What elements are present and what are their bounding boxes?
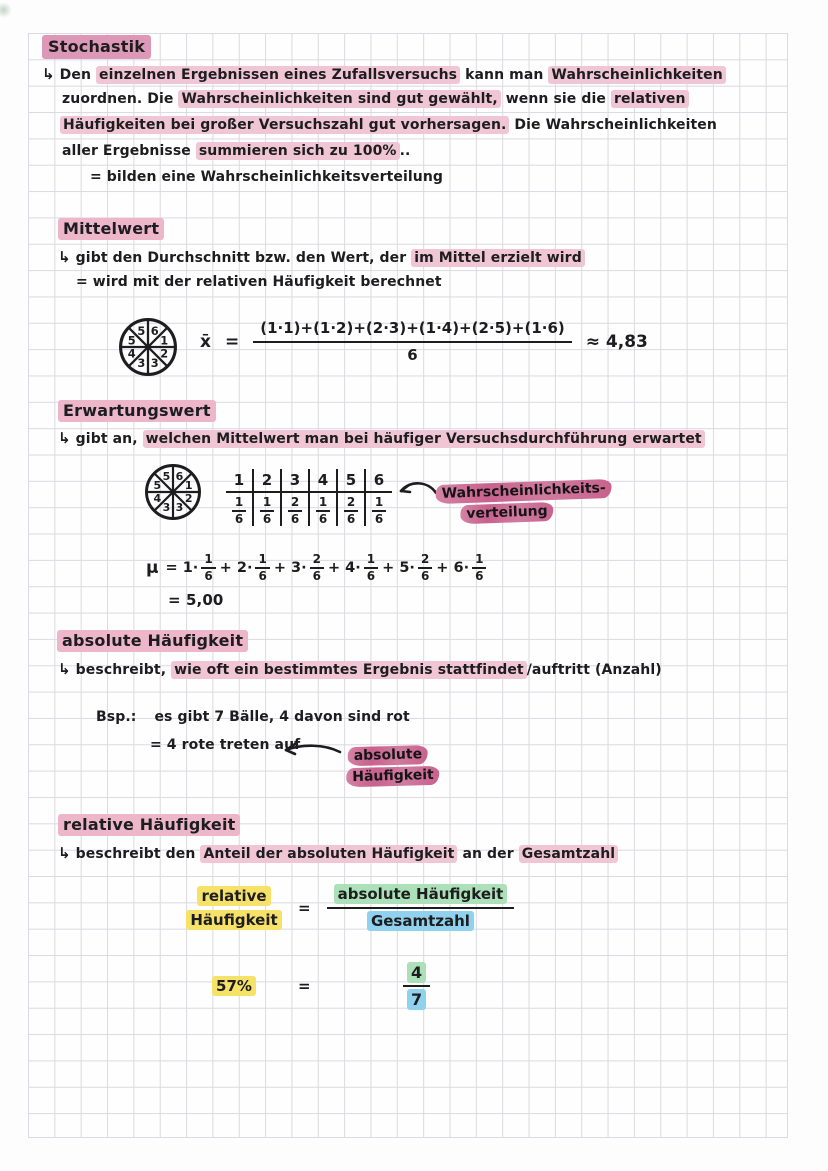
intro-line-1 xyxy=(42,65,726,83)
probability-table xyxy=(226,469,392,526)
highlight: Anteil der absoluten Häufigkeit xyxy=(200,845,457,863)
highlight-yellow: Häufigkeit xyxy=(186,910,281,930)
table-column xyxy=(282,469,310,526)
text: Die Wahrscheinlichkeiten xyxy=(509,117,717,133)
grid-paper xyxy=(28,33,788,1138)
example-line-2 xyxy=(150,737,300,753)
relative-line-1 xyxy=(58,844,618,862)
table-value: 6 xyxy=(366,469,392,493)
text: beschreibt den xyxy=(75,846,201,862)
highlight: welchen Mittelwert man bei häufiger Versuchsdurchführung erwartet xyxy=(143,430,705,448)
arrow-bullet-icon: ↳ xyxy=(58,660,71,678)
text: = bilden eine Wahrscheinlichkeitsverteilung xyxy=(90,169,444,185)
svg-text:5: 5 xyxy=(162,469,171,483)
section-heading-relative-haeufigkeit xyxy=(58,815,240,834)
equals-sign: = xyxy=(298,977,311,995)
intro-line-4 xyxy=(62,143,410,159)
highlight-green: absolute Häufigkeit xyxy=(334,884,508,904)
intro-line-3 xyxy=(60,117,717,133)
fraction xyxy=(327,885,515,930)
title-highlight: Stochastik xyxy=(42,35,151,59)
text: gibt an, xyxy=(75,431,143,447)
text: Den xyxy=(59,67,97,83)
mu-symbol: μ xyxy=(146,558,159,579)
fraction xyxy=(253,319,572,364)
expected-value-formula xyxy=(146,553,487,583)
intro-line-5 xyxy=(90,169,443,185)
arrow-bullet-icon: ↳ xyxy=(58,248,71,266)
formula-term: + 2· $\frac{1}{6}$ xyxy=(220,553,271,583)
table-value: 5 xyxy=(338,469,364,493)
arrow-bullet-icon: ↳ xyxy=(58,429,71,447)
highlight-yellow: 57% xyxy=(212,976,256,996)
text: beschreibt, xyxy=(75,662,172,678)
heading-highlight: Mittelwert xyxy=(58,218,164,240)
formula-term: + 3· $\frac{2}{6}$ xyxy=(274,553,325,583)
table-value: 4 xyxy=(310,469,336,493)
svg-text:3: 3 xyxy=(175,501,184,515)
equals-sign: = xyxy=(224,331,240,352)
fraction-numerator xyxy=(327,885,515,909)
svg-text:5: 5 xyxy=(127,333,136,348)
highlight: im Mittel erzielt wird xyxy=(411,249,585,267)
text: = wird mit der relativen Häufigkeit berechnet xyxy=(76,274,442,290)
distribution-annotation xyxy=(435,478,612,525)
svg-text:5: 5 xyxy=(137,323,146,338)
table-column xyxy=(366,469,392,526)
text: aller Ergebnisse xyxy=(62,143,196,159)
fraction: $\frac{1}{6}$ xyxy=(232,496,246,526)
text: zuordnen. Die xyxy=(62,91,179,107)
example-line-1 xyxy=(96,709,410,725)
fraction: $\frac{1}{6}$ xyxy=(372,496,386,526)
highlight: Gesamtzahl xyxy=(519,845,618,863)
highlight-blue: 7 xyxy=(407,989,426,1010)
formula-term: = 1· $\frac{1}{6}$ xyxy=(166,553,217,583)
highlight: summieren sich zu 100% xyxy=(196,142,400,160)
highlight: Wahrscheinlichkeiten sind gut gewählt, xyxy=(178,90,500,108)
svg-text:4: 4 xyxy=(127,346,136,361)
text: gibt den Durchschnitt bzw. den Wert, der xyxy=(75,250,412,266)
table-value: 1 xyxy=(226,469,252,493)
arrow-bullet-icon: ↳ xyxy=(58,844,71,862)
highlight: wie oft ein bestimmtes Ergebnis stattfindet xyxy=(171,661,527,679)
arrow-bullet-icon: ↳ xyxy=(42,65,55,83)
annotation-highlight: verteilung xyxy=(460,502,554,524)
heading-highlight: absolute Häufigkeit xyxy=(57,630,248,652)
fraction xyxy=(403,963,430,1009)
highlight-green: 4 xyxy=(407,962,426,983)
fraction-wrapper xyxy=(327,963,507,1009)
page-title xyxy=(42,37,151,56)
text: wenn sie die xyxy=(500,91,611,107)
text: kann man xyxy=(460,67,549,83)
fraction-denominator xyxy=(367,909,474,930)
formula-term: + 6· $\frac{1}{6}$ xyxy=(436,553,487,583)
text: es gibt 7 Bälle, 4 davon sind rot xyxy=(154,709,410,725)
fraction-denominator xyxy=(407,987,426,1009)
text: = 5,00 xyxy=(168,591,224,609)
spinner-wheel-icon xyxy=(144,463,202,525)
relative-formula xyxy=(186,885,514,930)
text: = 4 rote treten auf xyxy=(150,737,301,753)
text: an der xyxy=(457,846,519,862)
annotation-highlight: absolute xyxy=(348,745,429,766)
formula-lhs xyxy=(186,886,282,930)
svg-text:2: 2 xyxy=(160,346,169,361)
table-value: 3 xyxy=(282,469,308,493)
highlight-blue: Gesamtzahl xyxy=(367,911,474,931)
absolute-annotation xyxy=(347,744,439,788)
highlight: Häufigkeiten bei großer Versuchszahl gut vorhersagen. xyxy=(60,116,509,134)
svg-text:5: 5 xyxy=(153,479,162,492)
highlight: relativen xyxy=(611,90,689,108)
left-arrow-icon xyxy=(280,741,342,763)
annotation-highlight: Wahrscheinlichkeits- xyxy=(435,479,612,504)
table-column xyxy=(338,469,366,526)
svg-text:1: 1 xyxy=(184,479,193,492)
svg-text:4: 4 xyxy=(153,492,162,505)
fraction: $\frac{2}{6}$ xyxy=(344,496,358,526)
fraction: $\frac{2}{6}$ xyxy=(288,496,302,526)
table-column xyxy=(226,469,254,526)
highlight-yellow: relative xyxy=(197,886,270,906)
svg-text:6: 6 xyxy=(175,469,184,483)
section-heading-mittelwert xyxy=(58,219,164,238)
highlight: Wahrscheinlichkeiten xyxy=(548,66,725,84)
curved-arrow-icon xyxy=(396,479,438,507)
erwartungswert-line-1 xyxy=(58,429,705,447)
fraction: $\frac{1}{6}$ xyxy=(316,496,330,526)
formula-term: + 5· $\frac{2}{6}$ xyxy=(382,553,433,583)
svg-text:3: 3 xyxy=(137,356,146,371)
svg-text:6: 6 xyxy=(150,323,159,338)
table-column xyxy=(310,469,338,526)
mittelwert-line-1 xyxy=(58,248,585,266)
svg-text:2: 2 xyxy=(184,492,193,505)
section-heading-erwartungswert xyxy=(58,401,216,420)
table-value: 2 xyxy=(254,469,280,493)
svg-text:3: 3 xyxy=(150,356,159,371)
absolute-line-1 xyxy=(58,660,662,678)
fraction: $\frac{1}{6}$ xyxy=(260,496,274,526)
relative-example xyxy=(186,963,507,1009)
svg-text:3: 3 xyxy=(162,501,171,515)
intro-line-2 xyxy=(62,91,689,107)
heading-highlight: relative Häufigkeit xyxy=(58,814,240,836)
fraction-numerator: (1·1)+(1·2)+(2·3)+(1·4)+(2·5)+(1·6) xyxy=(253,319,572,343)
mean-formula xyxy=(200,319,648,364)
example-label: Bsp.: xyxy=(96,709,137,725)
fraction-denominator: 6 xyxy=(407,346,418,364)
highlight: einzelnen Ergebnissen eines Zufallsversuchs xyxy=(96,66,460,84)
mittelwert-line-2 xyxy=(76,274,442,290)
table-column xyxy=(254,469,282,526)
formula-term: + 4· $\frac{1}{6}$ xyxy=(328,553,379,583)
corner-smudge xyxy=(0,2,12,18)
equals-sign: = xyxy=(298,898,311,917)
mean-result: ≈ 4,83 xyxy=(585,331,648,352)
annotation-highlight: Häufigkeit xyxy=(346,766,440,788)
section-heading-absolute-haeufigkeit xyxy=(57,631,248,650)
heading-highlight: Erwartungswert xyxy=(58,400,216,422)
text: .. xyxy=(399,143,411,159)
spinner-wheel-icon xyxy=(118,317,178,381)
fraction-numerator xyxy=(403,963,430,987)
expected-value-result xyxy=(168,591,223,609)
mean-symbol: x̄ xyxy=(200,331,211,352)
text: /auftritt (Anzahl) xyxy=(526,662,662,678)
svg-text:1: 1 xyxy=(160,333,169,348)
example-lhs xyxy=(186,976,282,996)
